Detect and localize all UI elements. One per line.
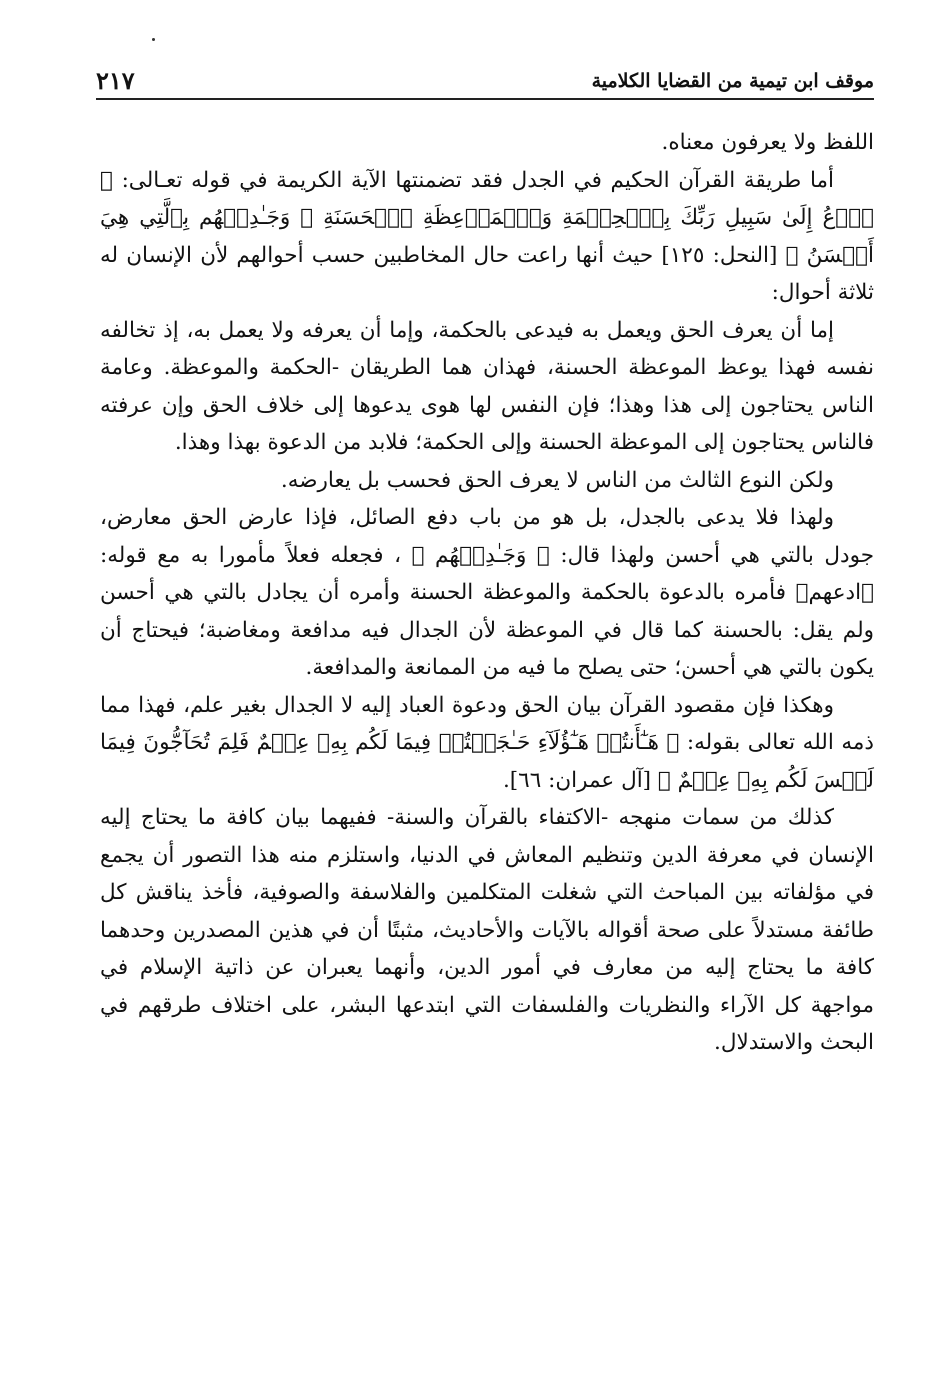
paragraph-3: إما أن يعرف الحق ويعمل به فيدعى بالحكمة، وإما أن يعرفه ولا يعمل به، إذ تخالفه نفسه فهذا يوعظ الموعظة الحسنة، فهذان هما الطريقان -الحكمة والموعظة. وعامة الناس يحتاجون إلى هذا وهذا؛ فإن النفس لها هوى يدعوها إلى خلاف الحق وإن عرفته فالناس يحتاجون إلى الموعظة الحسنة وإلى الحكمة؛ فلابد من الدعوة بهذا وهذا.: [100, 317, 874, 455]
paragraph-7: كذلك من سمات منهجه -الاكتفاء بالقرآن والسنة- ففيهما بيان كافة ما يحتاج إليه الإنسان في معرفة الدين وتنظيم المعاش في الدنيا، واستلزم منه هذا التصور أن يجمع في مؤلفاته بين المباحث التي شغلت المتكلمين والفلاسفة والصوفية، فأخذ يناقش كل طائفة مستدلاً على صحة أقواله بالآيات والأحاديث، مثبتًا أن في هذين المصدرين وحدهما كافة ما يحتاج إليه من معارف في أمور الدين، وأنهما يعبران عن ذاتية الإسلام في مواجهة كل الآراء والنظريات والفلسفات التي ابتدعها البشر، على اختلاف طرقهم في البحث والاستدلال.: [100, 805, 874, 1055]
paragraph-4: ولكن النوع الثالث من الناس لا يعرف الحق فحسب بل يعارضه.: [280, 467, 834, 493]
paragraph-6: وهكذا فإن مقصود القرآن بيان الحق ودعوة العباد إليه لا الجدال بغير علم، فهذا مما ذمه الله تعالى بقوله: ﴿ هَـٰٓأَنتُمۡ هَـٰٓؤُلَآءِ حَـٰجَجۡتُمۡ فِيمَا لَكُم بِهِۦ عِلۡمٌ فَلِمَ تُحَآجُّونَ فِيمَا لَيۡسَ لَكُم بِهِۦ عِلۡمٌ ﴾ [آل عمران: ٦٦].: [100, 692, 874, 793]
page-number: ٢١٧: [96, 66, 135, 95]
running-header: [96, 64, 874, 104]
header-rule: [96, 98, 874, 100]
header-title: موقف ابن تيمية من القضايا الكلامية: [591, 70, 874, 92]
paragraph-5: ولهذا فلا يدعى بالجدل، بل هو من باب دفع الصائل، فإذا عارض الحق معارض، جودل بالتي هي أحسن ولهذا قال: ﴿ وَجَـٰدِلۡهُم ﴾ ، فجعله فعلاً مأمورا به مع قوله: ﴿ادعهم﴾ فأمره بالدعوة بالحكمة والموعظة الحسنة وأمره أن يجادل بالتي هي أحسن ولم يقل: بالحسنة كما قال في الموعظة لأن الجدال فيه مدافعة ومغاضبة؛ فيحتاج أن يكون بالتي هي أحسن؛ حتى يصلح ما فيه من الممانعة والمدافعة.: [100, 505, 874, 680]
scan-speck: [152, 38, 155, 41]
paragraph-1: اللفظ ولا يعرفون معناه.: [661, 130, 874, 155]
paragraph-2: أما طريقة القرآن الحكيم في الجدل فقد تضمنتها الآية الكريمة في قوله تعـالى: ﴿ ٱدۡعُ إِلَىٰ سَبِيلِ رَبِّكَ بِٱلۡحِكۡمَةِ وَٱلۡمَوۡعِظَةِ ٱلۡحَسَنَةِ ۖ وَجَـٰدِلۡهُم بِٱلَّتِي هِيَ أَحۡسَنُ ﴾ [النحل: ١٢٥] حيث أنها راعت حال المخاطبين حسب أحوالهم لأن الإنسان له ثلاثة أحوال:: [100, 167, 874, 305]
body-text: [100, 124, 874, 1062]
